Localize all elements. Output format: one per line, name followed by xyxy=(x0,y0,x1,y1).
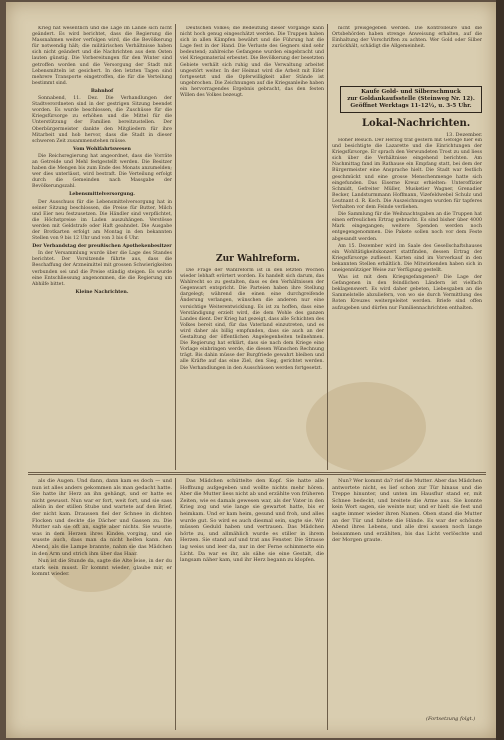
column-1 xyxy=(32,26,172,470)
article-text: nicht preisgegeben werden. Die Kontrolleure und die Ortsbehörden haben strenge Anweisung erhalten, auf die Einhaltung der Vorschriften zu achten. Wer Gold oder Silber zurückhält, schädigt die Allgemeinheit. xyxy=(332,26,482,50)
section-heading: Lebensmittelversorgung. xyxy=(69,192,135,198)
column-2-bottom xyxy=(180,268,324,470)
article-text: Die Reichsregierung hat angeordnet, dass die Vorräte an Getreide und Mehl festgestellt werden. Die Besitzer haben die Mengen bis zum Ende des Monats anzumelden; wer dies unterlässt, wird bestraft. Die Verteilung erfolgt durch die Gemeinden nach Massgabe der Bevölkerungszahl. xyxy=(32,153,172,190)
article-text: Die Sammlung für die Weihnachtsgaben an die Truppen hat einen erfreulichen Ertrag gebracht. Es sind bisher über 4000 Mark eingegangen; weitere Spenden werden noch entgegengenommen. Die Pakete sollen noch vor dem Feste abgesandt werden. xyxy=(332,212,482,242)
column-2-top xyxy=(180,26,324,250)
gold-ankauf-advertisement xyxy=(340,86,482,113)
story-column-2 xyxy=(180,478,324,730)
story-text: Das Mädchen schüttelte den Kopf. Sie hatte alle Hoffnung aufgegeben und wollte nichts mehr hören. Aber die Mutter liess nicht ab und erzählte von früheren Zeiten, wie es damals gewesen war, als der Vater in den Krieg zog und wie lange sie gewartet hatte, bis er heimkam. Und er kam heim, gesund und froh, und alles wurde gut. So wird es auch diesmal sein, sagte sie. Wir müssen Geduld haben und vertrauen. Das Mädchen hörte zu, und allmählich wurde es stiller in ihrem Herzen. Sie stand auf und trat ans Fenster. Die Strasse lag weiss und leer da, nur in der Ferne schimmerte ein Licht. Da war es ihr, als sähe sie eine Gestalt, die langsam näher kam, und ihr Herz begann zu klopfen. xyxy=(180,478,324,564)
section-heading: Bahnhof xyxy=(90,88,114,94)
section-heading: Vom Wohlfahrtswesen xyxy=(73,146,131,152)
article-text: Sonnabend, 11. Dez. Die Verhandlungen der Stadtverordneten sind in der gestrigen Sitzung beendet worden. Es wurde beschlossen, die Zuschüsse für die Kriegsfürsorge zu erhöhen und die Mittel für die Unterstützung der Familien bereitzustellen. Der Oberbürgermeister dankte den Mitgliedern für ihre Mitarbeit und hob hervor, dass die Stadt in dieser schweren Zeit zusammenstehen müsse. xyxy=(32,96,172,144)
page-edge xyxy=(496,0,504,740)
lokal-date: 13. Dezember. xyxy=(446,132,483,138)
article-text: Am 15. Dezember wird im Saale des Gesellschaftshauses ein Wohltätigkeitskonzert stattfinden, dessen Ertrag der Kriegsfürsorge zufliesst. Karten sind im Vorverkauf in den bekannten Stellen erhältlich. Die Mitwirkenden haben sich in uneigennütziger Weise zur Verfügung gestellt. xyxy=(332,243,482,273)
section-heading: Kleine Nachrichten. xyxy=(75,289,129,295)
ad-line: Kaufe Gold- und Silberschmuck xyxy=(361,89,461,95)
column-divider xyxy=(175,478,176,730)
ad-line: zur Goldankaufsstelle (Steinweg Nr. 12). xyxy=(347,96,475,102)
ad-line: Geöffnet Werktags 11-12½, u. 3-5 Uhr. xyxy=(350,103,472,109)
article-text: Was ist mit dem Kriegsgefangenen? Die Lage der Gefangenen in den feindlichen Ländern ist vielfach beklagenswert. Es wird daher gebeten, Liebesgaben an die Sammelstelle abzuliefern, von wo sie durch Vermittlung des Roten Kreuzes weitergeleitet werden. Briefe sind offen aufzugeben und dürfen nur Familiennachrichten enthalten. xyxy=(332,275,482,311)
article-text: Der Ausschuss für die Lebensmittelversorgung hat in seiner Sitzung beschlossen, die Preise für Butter, Milch und Eier neu festzusetzen. Die Händler sind verpflichtet, die Höchstpreise im Laden auszuhängen. Verstösse werden mit Geldstrafe oder Haft geahndet. Die Ausgabe der Brotkarten erfolgt am Montag in den bekannten Stellen von 9 bis 12 Uhr und von 3 bis 6 Uhr. xyxy=(32,199,172,242)
column-divider xyxy=(175,24,176,470)
column-3-body xyxy=(332,138,482,470)
story-text: als die Augen. Und dann, dann kam es doch — und nun ist alles anders gekommen als man gedacht hatte. Sie hatte ihr Herz an ihn gehängt, und er hatte es nicht gewusst. Nun war er fort, weit fort, und sie sass allein in der stillen Stube und wartete auf den Brief, der nicht kam. Draussen fiel der Schnee in dichten Flocken und deckte die Dächer und Gassen zu. Die Mutter sah sie oft an, sagte aber nichts. Sie wusste, was in dem Herzen ihres Kindes vorging, und sie wusste auch, dass man da nicht helfen kann. Am Abend, als die Lampe brannte, nahm sie das Mädchen in den Arm und strich ihm über das Haar. xyxy=(32,478,172,557)
feuilleton-rule xyxy=(28,474,486,475)
article-text: Hoher Besuch. Der Herzog traf gestern mit Gefolge hier ein und besichtigte die Lazarette und die Einrichtungen der Kriegsfürsorge. Er sprach den Verwundeten Trost zu und liess sich über die Verhältnisse eingehend berichten. Am Nachmittag fand im Rathause ein Empfang statt, bei dem der Bürgermeister eine Ansprache hielt. Die Stadt war festlich geschmückt und eine grosse Menschenmenge hatte sich eingefunden. Das Eiserne Kreuz erhielten: Unteroffizier Schmidt, Gefreiter Müller, Musketier Wagner, Grenadier Becker, Landsturmmann Hoffmann, Vizefeldwebel Schulz und Leutnant d. R. Koch. Die Auszeichnungen wurden für tapferes Verhalten vor dem Feinde verliehen. xyxy=(332,138,482,211)
article-text: Krieg hat wesentlich und die Lage im Lande sich nicht geändert. Es wird berichtet, dass die Regierung die Massnahmen weiter verfolgen wird, die die Bevölkerung für notwendig hält; die militärischen Verhältnisse haben sich nicht geändert und die Nachrichten aus dem Osten lauten günstig. Die Vorbereitungen für den Winter sind getroffen worden und die Versorgung der Stadt mit Lebensmitteln ist gesichert. In den letzten Tagen sind mehrere Transporte eingetroffen, die für die Verteilung bestimmt sind. xyxy=(32,26,172,86)
feuilleton-rule xyxy=(28,472,486,473)
continuation-note: (Fortsetzung folgt.) xyxy=(426,716,476,722)
column-divider xyxy=(327,478,328,730)
article-text: Deutschen Volkes; die Bedeutung dieser Vorgänge kann nicht hoch genug eingeschätzt werden. Die Truppen haben sich in allen Kämpfen bewährt und die Führung hat die Lage fest in der Hand. Die Verluste des Gegners sind sehr bedeutend; zahlreiche Gefangene wurden eingebracht und viel Kriegsmaterial erbeutet. Die Bevölkerung der besetzten Gebiete verhält sich ruhig und die Verwaltung arbeitet ungestört weiter. In der Heimat wird die Arbeit mit Eifer fortgesetzt und die Opferwilligkeit aller Stände ist ungebrochen. Die Zeichnungen auf die Kriegsanleihe haben ein hervorragendes Ergebnis gebracht, das den festen Willen des Volkes bezeugt. xyxy=(180,26,324,99)
article-text: In der Versammlung wurde über die Lage des Standes berichtet. Der Vorsitzende führte aus, dass die Beschaffung der Arzneimittel mit grossen Schwierigkeiten verbunden sei und die Preise ständig steigen. Es wurde eine Entschliessung angenommen, die die Regierung um Abhilfe bittet. xyxy=(32,251,172,287)
wahlreform-heading: Zur Wahlreform. xyxy=(216,254,300,264)
story-column-1 xyxy=(32,478,172,730)
story-text: Nun? Wer kommt da? rief die Mutter. Aber das Mädchen antwortete nicht, es lief schon zur Tür hinaus und die Treppe hinunter, und unten im Hausflur stand er, mit Schnee bedeckt, und breitete die Arme aus. Sie konnte kein Wort sagen, sie weinte nur, und er hielt sie fest und sagte immer wieder ihren Namen. Oben stand die Mutter an der Tür und faltete die Hände. Es war der schönste Abend ihres Lebens, und alle drei sassen noch lange beisammen und erzählten, bis das Licht verlöschte und der Morgen graute. xyxy=(332,478,482,544)
article-text: Die Frage der Wahlreform ist in den letzten Wochen wieder lebhaft erörtert worden. Es handelt sich darum, das Wahlrecht so zu gestalten, dass es den Verhältnissen der Gegenwart entspricht. Die Parteien haben ihre Stellung dargelegt; während die einen eine durchgreifende Änderung verlangen, wünschen die anderen nur eine vorsichtige Weiterentwicklung. Es ist zu hoffen, dass eine Verständigung erzielt wird, die dem Wohle des ganzen Landes dient. Der Krieg hat gezeigt, dass alle Schichten des Volkes bereit sind, für das Vaterland einzutreten, und es wird daher als billig empfunden, dass sie auch an der Gestaltung der öffentlichen Angelegenheiten teilnehmen. Die Regierung hat erklärt, dass sie nach dem Kriege eine Vorlage einbringen werde, die diesen Wünschen Rechnung trägt. Bis dahin müsse der Burgfriede gewahrt bleiben und alle Kräfte auf das eine Ziel, den Sieg, gerichtet werden. Die Verhandlungen in den Ausschüssen werden fortgesetzt. xyxy=(180,268,324,371)
story-column-3 xyxy=(332,478,482,708)
column-3-top xyxy=(332,26,482,80)
section-heading: Der Verbandstag der preußischen Apothekenbesitzer xyxy=(32,244,172,250)
newspaper-page xyxy=(6,2,496,738)
story-text: Nun ist die Stunde da, sagte die Alte leise, in der du stark sein musst. Er kommt wieder, glaube mir, er kommt wieder. xyxy=(32,558,172,578)
column-divider xyxy=(327,24,328,470)
lokal-nachrichten-heading: Lokal-Nachrichten. xyxy=(362,118,471,129)
